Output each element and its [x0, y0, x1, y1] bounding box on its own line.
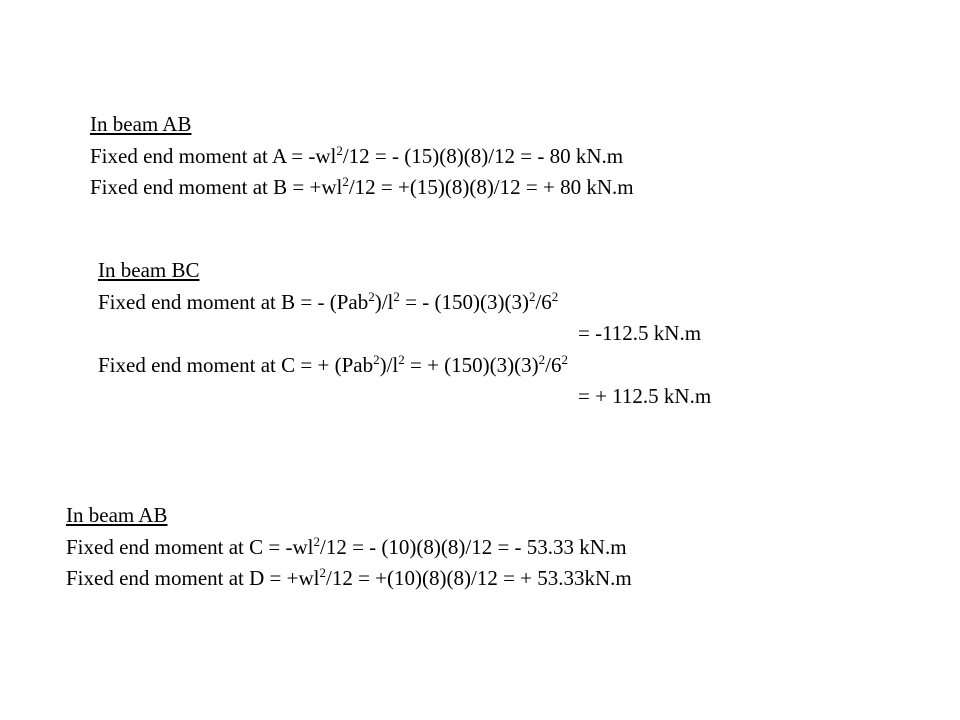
superscript: 2 — [319, 565, 326, 580]
superscript: 2 — [373, 351, 380, 367]
text-segment: /12 = +(15)(8)(8)/12 = + 80 kN.m — [348, 175, 634, 199]
text-segment: Fixed end moment at B = - (Pab — [98, 289, 369, 314]
text-segment: /6 — [535, 289, 552, 314]
section-heading: In beam BC — [98, 258, 200, 282]
result-value: = -112.5 kN.m — [578, 321, 702, 345]
superscript: 2 — [393, 288, 400, 304]
fixed-end-moment-a-line — [90, 141, 634, 173]
text-segment: Fixed end moment at B = +wl — [90, 175, 343, 199]
text-segment: /12 = - (15)(8)(8)/12 = - 80 kN.m — [342, 143, 624, 168]
fixed-end-moment-c-line — [66, 532, 632, 564]
superscript: 2 — [551, 288, 559, 304]
result-line — [98, 381, 712, 413]
beam-ab-section-2 — [66, 500, 632, 595]
text-segment: Fixed end moment at C = + (Pab — [98, 352, 374, 377]
section-heading: In beam AB — [66, 503, 168, 527]
text-segment: )/l — [379, 352, 399, 377]
superscript: 2 — [561, 351, 568, 367]
text-segment: Fixed end moment at D = +wl — [66, 566, 320, 590]
result-line — [98, 318, 702, 350]
superscript: 2 — [368, 288, 375, 304]
text-segment: )/l — [374, 289, 394, 314]
text-segment: /6 — [545, 352, 562, 377]
superscript: 2 — [538, 351, 546, 367]
text-segment: /12 = +(10)(8)(8)/12 = + 53.33kN.m — [326, 566, 632, 590]
superscript: 2 — [342, 174, 349, 189]
text-segment: = + (150)(3)(3) — [404, 352, 539, 377]
beam-ab-section — [90, 109, 634, 204]
fixed-end-moment-c-line — [98, 350, 568, 382]
superscript: 2 — [313, 533, 320, 549]
superscript: 2 — [398, 351, 405, 367]
text-segment: Fixed end moment at A = -wl — [90, 143, 337, 168]
superscript: 2 — [336, 142, 343, 158]
fixed-end-moment-b-line — [98, 287, 568, 319]
text-segment: /12 = - (10)(8)(8)/12 = - 53.33 kN.m — [319, 534, 627, 559]
text-segment: Fixed end moment at C = -wl — [66, 534, 314, 559]
text-segment: = - (150)(3)(3) — [399, 289, 529, 314]
fixed-end-moment-d-line — [66, 563, 632, 595]
fixed-end-moment-b-line — [90, 172, 634, 204]
result-value: = + 112.5 kN.m — [578, 384, 712, 408]
section-heading: In beam AB — [90, 112, 192, 136]
superscript: 2 — [528, 288, 536, 304]
beam-bc-section — [98, 255, 712, 413]
